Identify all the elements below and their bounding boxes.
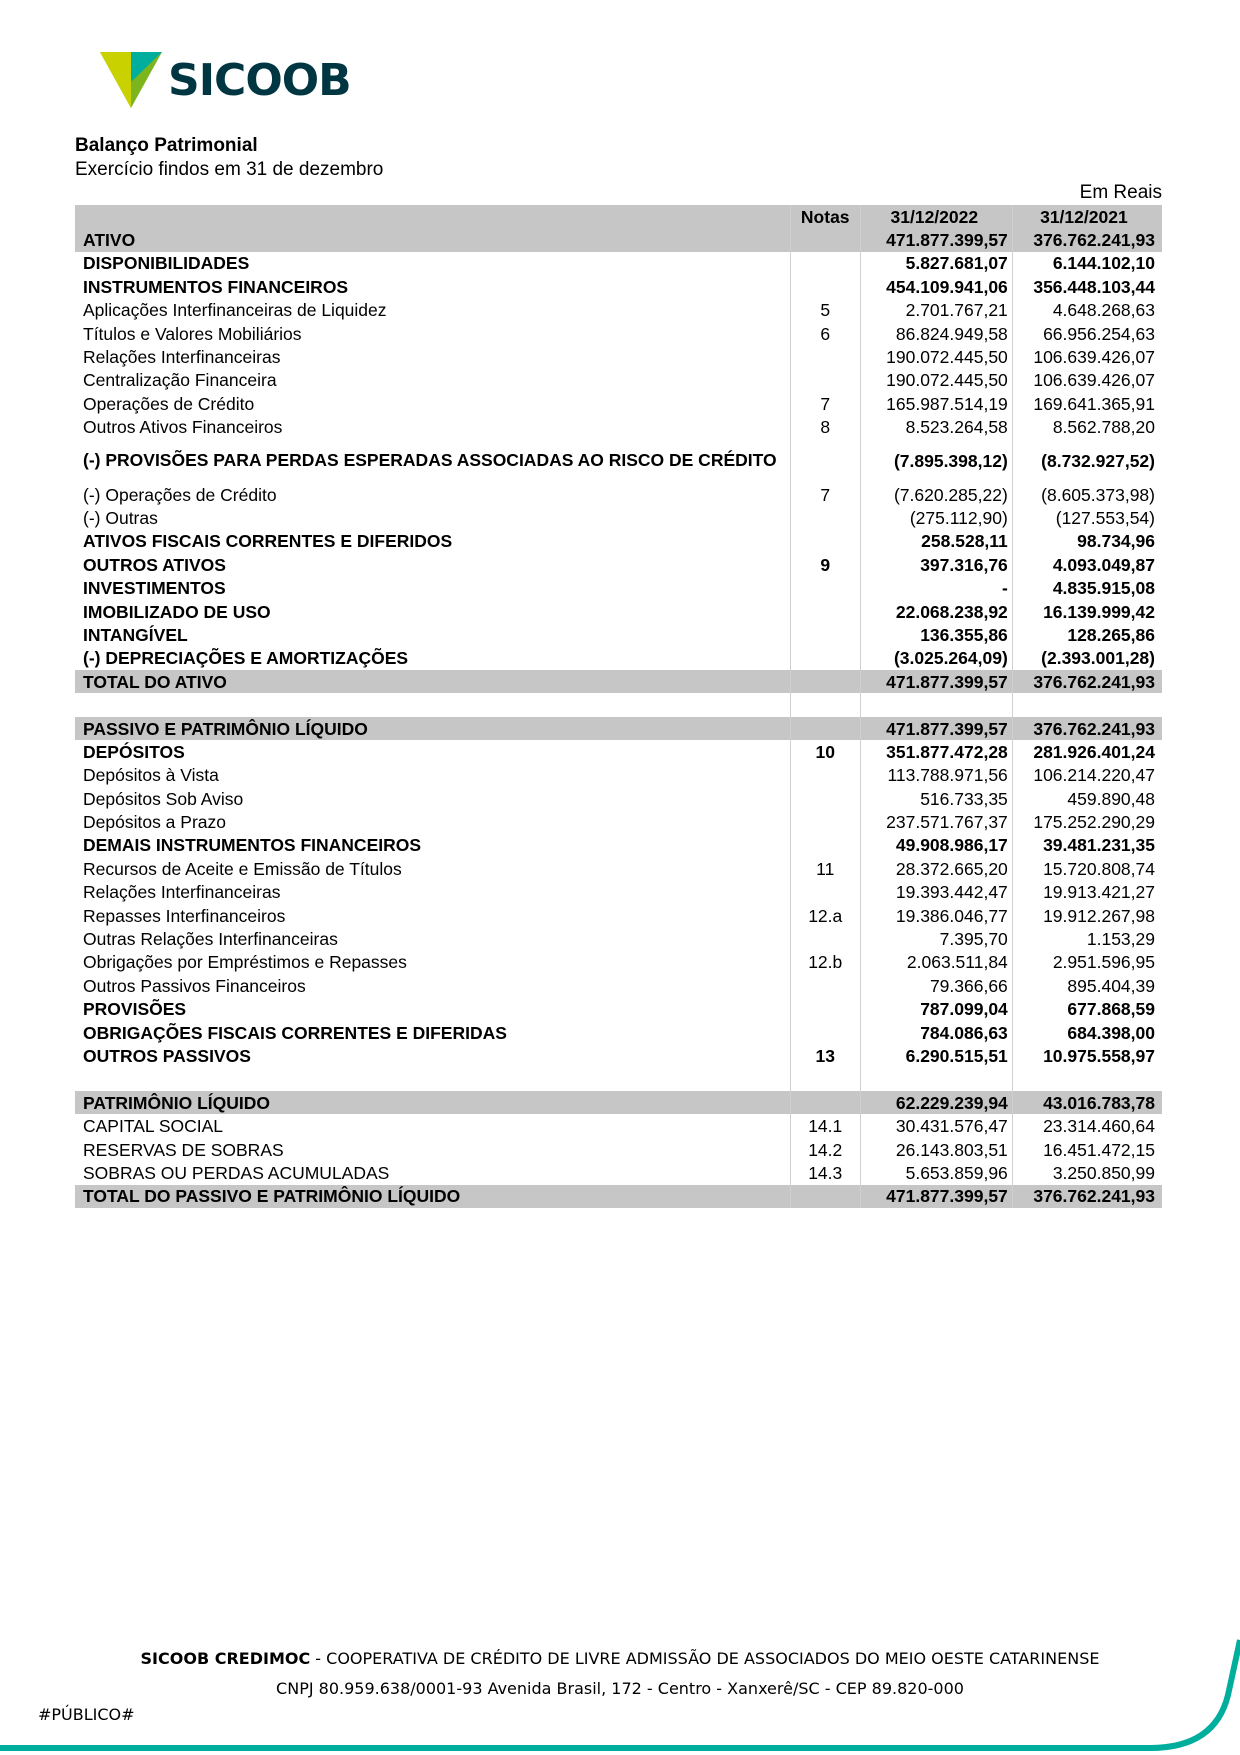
row-value-2022: 8.523.264,58 bbox=[860, 416, 1012, 439]
footer-org-description: - COOPERATIVA DE CRÉDITO DE LIVRE ADMISSÃO DE ASSOCIADOS DO MEIO OESTE CATARINENSE bbox=[310, 1649, 1100, 1668]
row-value-2022: 19.386.046,77 bbox=[860, 904, 1012, 927]
table-row bbox=[75, 857, 1162, 880]
table-row bbox=[75, 322, 1162, 345]
row-label: Relações Interfinanceiras bbox=[83, 882, 281, 903]
row-value-2021: 106.214.220,47 bbox=[1012, 764, 1162, 787]
row-value-2022: 397.316,76 bbox=[860, 553, 1012, 576]
row-value-2021: 8.562.788,20 bbox=[1012, 416, 1162, 439]
row-note bbox=[790, 647, 860, 670]
row-label: Depósitos à Vista bbox=[83, 765, 219, 786]
classification-tag: #PÚBLICO# bbox=[38, 1705, 135, 1724]
row-note bbox=[790, 927, 860, 950]
row-value-2021: 376.762.241,93 bbox=[1012, 1185, 1162, 1208]
row-note bbox=[790, 764, 860, 787]
row-label: OUTROS ATIVOS bbox=[83, 554, 226, 575]
row-label: Outros Ativos Financeiros bbox=[83, 417, 283, 438]
row-note bbox=[790, 576, 860, 599]
row-value-2022: 471.877.399,57 bbox=[860, 717, 1012, 740]
row-value-2022: 190.072.445,50 bbox=[860, 369, 1012, 392]
row-label: DEMAIS INSTRUMENTOS FINANCEIROS bbox=[83, 835, 422, 856]
row-value-2022: 516.733,35 bbox=[860, 787, 1012, 810]
row-label: (-) Outras bbox=[83, 507, 158, 528]
table-row bbox=[75, 530, 1162, 553]
row-note: 7 bbox=[790, 483, 860, 506]
row-value-2022: 351.877.472,28 bbox=[860, 740, 1012, 763]
row-label: TOTAL DO PASSIVO E PATRIMÔNIO LÍQUIDO bbox=[75, 1185, 790, 1208]
table-row bbox=[75, 834, 1162, 857]
table-row bbox=[75, 927, 1162, 950]
row-label: Relações Interfinanceiras bbox=[83, 347, 281, 368]
row-note: 12.b bbox=[790, 951, 860, 974]
row-value-2021: 6.144.102,10 bbox=[1012, 252, 1162, 275]
row-note bbox=[790, 600, 860, 623]
row-value-2021: 895.404,39 bbox=[1012, 974, 1162, 997]
row-value-2022: 471.877.399,57 bbox=[860, 670, 1012, 693]
row-note: 11 bbox=[790, 857, 860, 880]
table-row bbox=[75, 647, 1162, 670]
row-note bbox=[790, 881, 860, 904]
row-value-2022: 6.290.515,51 bbox=[860, 1044, 1012, 1067]
row-label: Depósitos Sob Aviso bbox=[83, 788, 244, 809]
row-label: PATRIMÔNIO LÍQUIDO bbox=[75, 1091, 790, 1114]
table-row bbox=[75, 951, 1162, 974]
row-label: (-) Operações de Crédito bbox=[83, 484, 277, 505]
row-value-2022: 471.877.399,57 bbox=[860, 1185, 1012, 1208]
row-value-2022: 19.393.442,47 bbox=[860, 881, 1012, 904]
row-note: 10 bbox=[790, 740, 860, 763]
row-value-2021: 66.956.254,63 bbox=[1012, 322, 1162, 345]
footer-address: CNPJ 80.959.638/0001-93 Avenida Brasil, 172 - Centro - Xanxerê/SC - CEP 89.820-000 bbox=[276, 1679, 964, 1698]
row-label: Recursos de Aceite e Emissão de Títulos bbox=[83, 858, 402, 879]
row-value-2021: 4.093.049,87 bbox=[1012, 553, 1162, 576]
table-row bbox=[75, 810, 1162, 833]
row-value-2021: 3.250.850,99 bbox=[1012, 1161, 1162, 1184]
row-note: 9 bbox=[790, 553, 860, 576]
row-label: Operações de Crédito bbox=[83, 393, 255, 414]
row-note bbox=[790, 810, 860, 833]
row-value-2021 bbox=[1012, 1068, 1162, 1091]
row-label: TOTAL DO ATIVO bbox=[75, 670, 790, 693]
row-note: 8 bbox=[790, 416, 860, 439]
row-label: PROVISÕES bbox=[83, 999, 187, 1020]
row-value-2022: 86.824.949,58 bbox=[860, 322, 1012, 345]
row-value-2021: 16.139.999,42 bbox=[1012, 600, 1162, 623]
row-label: IMOBILIZADO DE USO bbox=[83, 601, 271, 622]
row-value-2022: 30.431.576,47 bbox=[860, 1114, 1012, 1137]
table-row bbox=[75, 623, 1162, 646]
table-row bbox=[75, 1114, 1162, 1137]
row-label: CAPITAL SOCIAL bbox=[83, 1116, 224, 1137]
table-row bbox=[75, 1161, 1162, 1184]
row-label: (-) PROVISÕES PARA PERDAS ESPERADAS ASSOCIADAS AO RISCO DE CRÉDITO bbox=[83, 450, 777, 471]
row-label: DEPÓSITOS bbox=[83, 741, 185, 762]
row-value-2022: 5.827.681,07 bbox=[860, 252, 1012, 275]
row-value-2021: 23.314.460,64 bbox=[1012, 1114, 1162, 1137]
row-note: 5 bbox=[790, 299, 860, 322]
row-note bbox=[790, 252, 860, 275]
row-value-2022: 79.366,66 bbox=[860, 974, 1012, 997]
row-label: Aplicações Interfinanceiras de Liquidez bbox=[83, 300, 387, 321]
row-note bbox=[790, 369, 860, 392]
row-note bbox=[790, 693, 860, 716]
row-value-2021: (127.553,54) bbox=[1012, 506, 1162, 529]
table-row bbox=[75, 576, 1162, 599]
table-row bbox=[75, 506, 1162, 529]
row-value-2022: (7.895.398,12) bbox=[860, 439, 1012, 483]
row-value-2021: 106.639.426,07 bbox=[1012, 369, 1162, 392]
row-value-2022: 787.099,04 bbox=[860, 998, 1012, 1021]
row-value-2021: 39.481.231,35 bbox=[1012, 834, 1162, 857]
row-value-2022: 237.571.767,37 bbox=[860, 810, 1012, 833]
row-value-2022: (275.112,90) bbox=[860, 506, 1012, 529]
sicoob-logo bbox=[100, 52, 351, 110]
row-note bbox=[790, 345, 860, 368]
row-value-2021: 677.868,59 bbox=[1012, 998, 1162, 1021]
row-value-2021: 98.734,96 bbox=[1012, 530, 1162, 553]
row-note bbox=[790, 228, 860, 251]
table-row bbox=[75, 553, 1162, 576]
table-row bbox=[75, 904, 1162, 927]
row-label: Centralização Financeira bbox=[83, 370, 277, 391]
table-row bbox=[75, 228, 1162, 251]
table-row bbox=[75, 416, 1162, 439]
row-label bbox=[75, 693, 790, 716]
row-value-2021: 15.720.808,74 bbox=[1012, 857, 1162, 880]
row-label: SOBRAS OU PERDAS ACUMULADAS bbox=[83, 1162, 390, 1183]
row-note bbox=[790, 834, 860, 857]
table-row bbox=[75, 740, 1162, 763]
row-value-2022 bbox=[860, 693, 1012, 716]
row-value-2022: - bbox=[860, 576, 1012, 599]
row-note bbox=[790, 1185, 860, 1208]
row-value-2021: 128.265,86 bbox=[1012, 623, 1162, 646]
table-body bbox=[75, 228, 1162, 1208]
row-value-2021: 43.016.783,78 bbox=[1012, 1091, 1162, 1114]
row-value-2022: (3.025.264,09) bbox=[860, 647, 1012, 670]
currency-unit: Em Reais bbox=[1079, 182, 1162, 203]
header-label bbox=[75, 205, 790, 228]
row-value-2021: 10.975.558,97 bbox=[1012, 1044, 1162, 1067]
table-row bbox=[75, 369, 1162, 392]
row-note: 14.3 bbox=[790, 1161, 860, 1184]
footer bbox=[0, 1644, 1240, 1704]
row-note bbox=[790, 998, 860, 1021]
row-value-2021: 376.762.241,93 bbox=[1012, 228, 1162, 251]
row-label: Títulos e Valores Mobiliários bbox=[83, 323, 302, 344]
table-header-row bbox=[75, 205, 1162, 228]
row-label: Repasses Interfinanceiros bbox=[83, 905, 286, 926]
row-value-2022: 113.788.971,56 bbox=[860, 764, 1012, 787]
row-value-2022: 136.355,86 bbox=[860, 623, 1012, 646]
row-value-2021: 106.639.426,07 bbox=[1012, 345, 1162, 368]
row-note: 12.a bbox=[790, 904, 860, 927]
row-note bbox=[790, 1021, 860, 1044]
row-value-2021: 376.762.241,93 bbox=[1012, 717, 1162, 740]
row-label: Depósitos a Prazo bbox=[83, 812, 226, 833]
row-note: 13 bbox=[790, 1044, 860, 1067]
table-row bbox=[75, 392, 1162, 415]
row-value-2021: 4.835.915,08 bbox=[1012, 576, 1162, 599]
row-label: (-) DEPRECIAÇÕES E AMORTIZAÇÕES bbox=[83, 648, 409, 669]
row-label: INSTRUMENTOS FINANCEIROS bbox=[83, 276, 349, 297]
table-row bbox=[75, 483, 1162, 506]
table-row bbox=[75, 787, 1162, 810]
row-note: 14.1 bbox=[790, 1114, 860, 1137]
row-value-2022: 28.372.665,20 bbox=[860, 857, 1012, 880]
row-note bbox=[790, 530, 860, 553]
row-value-2022 bbox=[860, 1068, 1012, 1091]
row-note bbox=[790, 1068, 860, 1091]
row-value-2022: 2.701.767,21 bbox=[860, 299, 1012, 322]
row-value-2021: 1.153,29 bbox=[1012, 927, 1162, 950]
table-row bbox=[75, 275, 1162, 298]
footer-org-name: SICOOB CREDIMOC bbox=[140, 1649, 311, 1668]
row-value-2021: 2.951.596,95 bbox=[1012, 951, 1162, 974]
row-note bbox=[790, 717, 860, 740]
table-row bbox=[75, 1185, 1162, 1208]
row-value-2022: 26.143.803,51 bbox=[860, 1138, 1012, 1161]
table-row bbox=[75, 693, 1162, 716]
row-note bbox=[790, 506, 860, 529]
row-label: PASSIVO E PATRIMÔNIO LÍQUIDO bbox=[75, 717, 790, 740]
table-row bbox=[75, 1021, 1162, 1044]
sicoob-mark-icon bbox=[100, 52, 162, 110]
row-value-2022: (7.620.285,22) bbox=[860, 483, 1012, 506]
row-value-2021 bbox=[1012, 693, 1162, 716]
row-value-2021: (8.605.373,98) bbox=[1012, 483, 1162, 506]
row-label: Outras Relações Interfinanceiras bbox=[83, 929, 338, 950]
table-row bbox=[75, 717, 1162, 740]
row-label: RESERVAS DE SOBRAS bbox=[83, 1139, 284, 1160]
table-row bbox=[75, 1068, 1162, 1091]
row-value-2022: 165.987.514,19 bbox=[860, 392, 1012, 415]
row-label: Obrigações por Empréstimos e Repasses bbox=[83, 952, 407, 973]
header-col-2021: 31/12/2021 bbox=[1012, 205, 1162, 228]
table-row bbox=[75, 439, 1162, 483]
row-note bbox=[790, 623, 860, 646]
row-label: DISPONIBILIDADES bbox=[83, 253, 250, 274]
row-value-2021: (8.732.927,52) bbox=[1012, 439, 1162, 483]
row-value-2022: 22.068.238,92 bbox=[860, 600, 1012, 623]
report-title: Balanço Patrimonial bbox=[75, 135, 258, 156]
row-value-2021: 169.641.365,91 bbox=[1012, 392, 1162, 415]
table-row bbox=[75, 1138, 1162, 1161]
row-value-2021: 459.890,48 bbox=[1012, 787, 1162, 810]
row-value-2021: 19.913.421,27 bbox=[1012, 881, 1162, 904]
row-value-2021: 19.912.267,98 bbox=[1012, 904, 1162, 927]
row-note bbox=[790, 787, 860, 810]
report-heading bbox=[75, 134, 383, 182]
row-value-2021: 16.451.472,15 bbox=[1012, 1138, 1162, 1161]
table-row bbox=[75, 670, 1162, 693]
row-label: INVESTIMENTOS bbox=[83, 578, 226, 599]
row-value-2022: 454.109.941,06 bbox=[860, 275, 1012, 298]
header-notes: Notas bbox=[790, 205, 860, 228]
row-label: Outros Passivos Financeiros bbox=[83, 975, 306, 996]
row-value-2021: 376.762.241,93 bbox=[1012, 670, 1162, 693]
row-note bbox=[790, 439, 860, 483]
row-value-2022: 190.072.445,50 bbox=[860, 345, 1012, 368]
report-subtitle: Exercício findos em 31 de dezembro bbox=[75, 159, 384, 180]
row-note bbox=[790, 1091, 860, 1114]
table-row bbox=[75, 998, 1162, 1021]
row-label: ATIVO bbox=[75, 228, 790, 251]
table-row bbox=[75, 600, 1162, 623]
row-label: OUTROS PASSIVOS bbox=[83, 1045, 251, 1066]
row-label bbox=[75, 1068, 790, 1091]
footer-organization bbox=[0, 1644, 1240, 1674]
row-note: 14.2 bbox=[790, 1138, 860, 1161]
row-label: OBRIGAÇÕES FISCAIS CORRENTES E DIFERIDAS bbox=[83, 1022, 507, 1043]
row-label: INTANGÍVEL bbox=[83, 624, 188, 645]
row-value-2022: 7.395,70 bbox=[860, 927, 1012, 950]
logo-wordmark: SICOOB bbox=[168, 55, 351, 106]
row-value-2021: 175.252.290,29 bbox=[1012, 810, 1162, 833]
header-col-2022: 31/12/2022 bbox=[860, 205, 1012, 228]
row-value-2022: 258.528,11 bbox=[860, 530, 1012, 553]
row-value-2021: (2.393.001,28) bbox=[1012, 647, 1162, 670]
table-row bbox=[75, 345, 1162, 368]
row-value-2022: 49.908.986,17 bbox=[860, 834, 1012, 857]
row-note: 6 bbox=[790, 322, 860, 345]
table-row bbox=[75, 1044, 1162, 1067]
table-row bbox=[75, 974, 1162, 997]
row-value-2021: 4.648.268,63 bbox=[1012, 299, 1162, 322]
table-row bbox=[75, 1091, 1162, 1114]
row-value-2022: 62.229.239,94 bbox=[860, 1091, 1012, 1114]
row-value-2022: 784.086,63 bbox=[860, 1021, 1012, 1044]
row-value-2021: 684.398,00 bbox=[1012, 1021, 1162, 1044]
row-value-2022: 471.877.399,57 bbox=[860, 228, 1012, 251]
table-row bbox=[75, 881, 1162, 904]
row-value-2021: 281.926.401,24 bbox=[1012, 740, 1162, 763]
row-note: 7 bbox=[790, 392, 860, 415]
row-label: ATIVOS FISCAIS CORRENTES E DIFERIDOS bbox=[83, 531, 453, 552]
table-row bbox=[75, 252, 1162, 275]
table-row bbox=[75, 299, 1162, 322]
row-value-2021: 356.448.103,44 bbox=[1012, 275, 1162, 298]
row-value-2022: 5.653.859,96 bbox=[860, 1161, 1012, 1184]
row-value-2022: 2.063.511,84 bbox=[860, 951, 1012, 974]
row-note bbox=[790, 670, 860, 693]
row-note bbox=[790, 275, 860, 298]
balance-sheet-table bbox=[75, 205, 1162, 1208]
row-note bbox=[790, 974, 860, 997]
table-row bbox=[75, 764, 1162, 787]
